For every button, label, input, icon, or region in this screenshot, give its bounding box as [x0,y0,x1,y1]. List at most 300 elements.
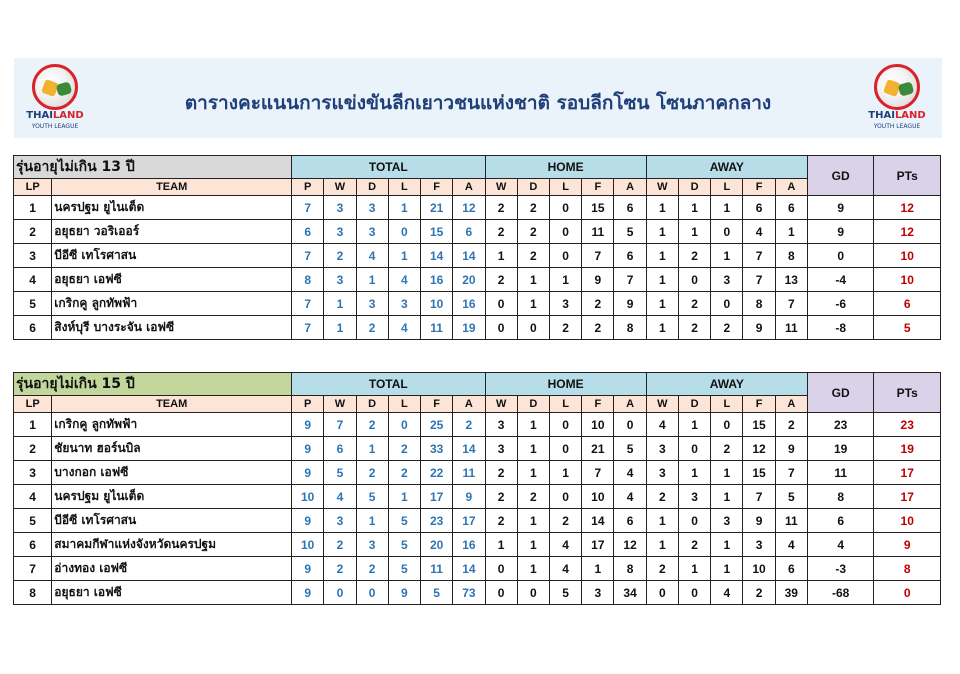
lp-header: LP [14,179,52,196]
points-cell: 23 [874,413,941,437]
position-cell: 4 [14,485,52,509]
goal-difference-cell: 19 [807,437,873,461]
stat-cell-l: 5 [388,533,420,557]
stat-cell-l: 9 [388,581,420,605]
stat-header-d: D [356,179,388,196]
stat-cell-p: 9 [292,461,324,485]
stat-cell-a: 16 [453,533,485,557]
stat-cell-hw: 2 [485,461,517,485]
stat-cell-d: 3 [356,196,388,220]
stat-cell-f: 17 [421,485,453,509]
stat-cell-aw: 3 [646,437,678,461]
stat-cell-hl: 1 [549,461,581,485]
stat-cell-d: 2 [356,557,388,581]
stat-cell-hf: 7 [582,244,614,268]
stat-cell-hd: 1 [517,413,549,437]
goal-difference-cell: 8 [807,485,873,509]
team-name-cell: บีอีซี เทโรศาสน [52,244,292,268]
stat-cell-w: 2 [324,244,356,268]
stat-header-d: D [517,179,549,196]
table-row [14,268,941,292]
stat-cell-ad: 1 [678,220,710,244]
section-title: รุ่นอายุไม่เกิน 13 ปี [14,156,292,179]
group-total-header: TOTAL [292,156,485,179]
stat-cell-d: 0 [356,581,388,605]
stat-cell-af: 7 [743,244,775,268]
stat-cell-a: 14 [453,557,485,581]
stat-cell-ad: 1 [678,196,710,220]
stat-cell-ha: 8 [614,316,646,340]
page-title: ตารางคะแนนการแข่งขันลีกเยาวชนแห่งชาติ รอบลีกโซน โซนภาคกลาง [184,92,772,114]
stat-cell-hf: 10 [582,485,614,509]
stat-header-f: F [743,179,775,196]
stat-cell-hf: 2 [582,292,614,316]
stat-cell-aa: 6 [775,196,807,220]
stat-cell-ha: 6 [614,509,646,533]
table-row [14,220,941,244]
team-header: TEAM [52,179,292,196]
stat-cell-hw: 0 [485,581,517,605]
table-row [14,437,941,461]
stat-header-l: L [549,396,581,413]
stat-cell-f: 20 [421,533,453,557]
stat-cell-af: 12 [743,437,775,461]
stat-cell-hf: 3 [582,581,614,605]
stat-cell-p: 10 [292,533,324,557]
points-cell: 0 [874,581,941,605]
goal-difference-cell: 6 [807,509,873,533]
stat-cell-hd: 1 [517,557,549,581]
stat-cell-p: 7 [292,196,324,220]
stat-cell-aa: 6 [775,557,807,581]
stat-cell-p: 9 [292,581,324,605]
stat-cell-hl: 3 [549,292,581,316]
stat-cell-ha: 8 [614,557,646,581]
stat-cell-w: 3 [324,509,356,533]
team-name-cell: นครปฐม ยูไนเต็ด [52,485,292,509]
stat-cell-ha: 4 [614,485,646,509]
stat-cell-aa: 1 [775,220,807,244]
points-cell: 10 [874,509,941,533]
stat-cell-f: 33 [421,437,453,461]
stat-cell-l: 5 [388,557,420,581]
stat-cell-w: 6 [324,437,356,461]
stat-header-d: D [678,396,710,413]
column-header-row [14,396,941,413]
stat-header-d: D [517,396,549,413]
goal-difference-cell: 4 [807,533,873,557]
points-cell: 6 [874,292,941,316]
stat-cell-hd: 1 [517,533,549,557]
points-cell: 12 [874,220,941,244]
stat-cell-hd: 2 [517,244,549,268]
stat-cell-hw: 3 [485,413,517,437]
stat-cell-l: 0 [388,220,420,244]
team-name-cell: สิงห์บุรี บางระจัน เอฟซี [52,316,292,340]
stat-cell-f: 21 [421,196,453,220]
stat-cell-w: 3 [324,220,356,244]
stat-cell-w: 7 [324,413,356,437]
stat-cell-ad: 3 [678,485,710,509]
stat-cell-ha: 0 [614,413,646,437]
stat-cell-f: 11 [421,557,453,581]
group-away-header: AWAY [646,156,807,179]
stat-cell-a: 16 [453,292,485,316]
goal-difference-cell: -68 [807,581,873,605]
pts-header: PTs [874,373,941,413]
group-away-header: AWAY [646,373,807,396]
stat-cell-ad: 1 [678,461,710,485]
stat-cell-hl: 5 [549,581,581,605]
table-row [14,533,941,557]
stat-header-a: A [453,396,485,413]
table-row [14,461,941,485]
stat-cell-ad: 2 [678,533,710,557]
logo-wordmark: THAILAND [26,110,84,121]
gd-header: GD [807,156,873,196]
position-cell: 5 [14,509,52,533]
stat-cell-hf: 17 [582,533,614,557]
stat-cell-af: 8 [743,292,775,316]
stat-cell-aa: 5 [775,485,807,509]
stat-header-l: L [388,179,420,196]
stat-cell-aa: 7 [775,461,807,485]
table-row [14,557,941,581]
stat-header-d: D [678,179,710,196]
stat-header-l: L [388,396,420,413]
stat-cell-a: 20 [453,268,485,292]
stat-header-f: F [582,179,614,196]
stat-cell-ad: 0 [678,268,710,292]
stat-cell-al: 1 [711,244,743,268]
stat-cell-hw: 2 [485,509,517,533]
stat-cell-d: 5 [356,485,388,509]
stat-cell-d: 1 [356,268,388,292]
position-cell: 3 [14,244,52,268]
stat-cell-ad: 0 [678,581,710,605]
football-icon [874,64,920,110]
stat-cell-p: 10 [292,485,324,509]
stat-cell-hw: 0 [485,557,517,581]
stat-cell-al: 3 [711,509,743,533]
position-cell: 3 [14,461,52,485]
stat-cell-p: 9 [292,437,324,461]
stat-cell-p: 9 [292,557,324,581]
group-header-row [14,156,941,179]
stat-cell-hw: 3 [485,437,517,461]
stat-cell-al: 1 [711,533,743,557]
stat-header-d: D [356,396,388,413]
stat-cell-aw: 1 [646,292,678,316]
stat-cell-hf: 2 [582,316,614,340]
stat-cell-p: 9 [292,509,324,533]
stat-header-w: W [646,396,678,413]
stat-header-a: A [775,179,807,196]
stat-cell-hd: 2 [517,196,549,220]
stat-cell-l: 3 [388,292,420,316]
points-cell: 5 [874,316,941,340]
team-name-cell: นครปฐม ยูไนเต็ด [52,196,292,220]
goal-difference-cell: 9 [807,196,873,220]
stat-header-l: L [711,179,743,196]
standings-table-u15 [13,372,941,605]
stat-cell-hw: 2 [485,196,517,220]
position-cell: 6 [14,316,52,340]
group-home-header: HOME [485,156,646,179]
stat-cell-p: 8 [292,268,324,292]
table-row [14,316,941,340]
stat-cell-hl: 4 [549,557,581,581]
stat-cell-af: 7 [743,485,775,509]
points-cell: 19 [874,437,941,461]
stat-cell-w: 5 [324,461,356,485]
stat-cell-hd: 1 [517,292,549,316]
gd-header: GD [807,373,873,413]
stat-cell-al: 1 [711,557,743,581]
stat-cell-f: 22 [421,461,453,485]
stat-cell-aw: 4 [646,413,678,437]
goal-difference-cell: 9 [807,220,873,244]
stat-header-a: A [614,396,646,413]
stat-cell-hl: 1 [549,268,581,292]
stat-cell-f: 16 [421,268,453,292]
stat-cell-l: 1 [388,485,420,509]
points-cell: 12 [874,196,941,220]
stat-cell-af: 10 [743,557,775,581]
logo-wordmark: THAILAND [868,110,926,121]
stat-cell-l: 4 [388,316,420,340]
stat-cell-hf: 15 [582,196,614,220]
stat-header-a: A [775,396,807,413]
position-cell: 2 [14,220,52,244]
section-title: รุ่นอายุไม่เกิน 15 ปี [14,373,292,396]
stat-header-w: W [646,179,678,196]
table-row [14,196,941,220]
stat-cell-w: 4 [324,485,356,509]
stat-cell-aw: 1 [646,533,678,557]
team-header: TEAM [52,396,292,413]
stat-cell-ad: 0 [678,509,710,533]
stat-cell-a: 9 [453,485,485,509]
goal-difference-cell: 23 [807,413,873,437]
stat-cell-hd: 1 [517,268,549,292]
stat-cell-w: 3 [324,268,356,292]
stat-cell-al: 4 [711,581,743,605]
stat-cell-d: 3 [356,533,388,557]
league-logo-right [862,64,932,134]
stat-cell-af: 15 [743,461,775,485]
stat-cell-hd: 0 [517,316,549,340]
stat-cell-af: 9 [743,316,775,340]
stat-cell-aa: 13 [775,268,807,292]
stat-header-w: W [324,179,356,196]
stat-cell-hw: 2 [485,220,517,244]
stat-cell-al: 0 [711,220,743,244]
stat-cell-hd: 1 [517,461,549,485]
stat-cell-af: 15 [743,413,775,437]
stat-cell-f: 11 [421,316,453,340]
stat-cell-d: 3 [356,292,388,316]
stat-cell-ad: 2 [678,316,710,340]
stat-cell-ad: 2 [678,244,710,268]
stat-cell-al: 1 [711,461,743,485]
stat-cell-hd: 1 [517,509,549,533]
stat-cell-hw: 2 [485,485,517,509]
stat-cell-d: 1 [356,437,388,461]
column-header-row [14,179,941,196]
stat-cell-hf: 10 [582,413,614,437]
goal-difference-cell: 11 [807,461,873,485]
table-row [14,244,941,268]
stat-cell-ad: 0 [678,437,710,461]
team-name-cell: อยุธยา เอฟซี [52,581,292,605]
table-row [14,485,941,509]
stat-cell-aw: 3 [646,461,678,485]
stat-cell-ha: 6 [614,196,646,220]
stat-cell-l: 5 [388,509,420,533]
stat-cell-hl: 0 [549,220,581,244]
stat-header-a: A [453,179,485,196]
goal-difference-cell: -6 [807,292,873,316]
stat-cell-w: 1 [324,292,356,316]
stat-cell-p: 6 [292,220,324,244]
stat-cell-al: 0 [711,413,743,437]
stat-cell-ha: 12 [614,533,646,557]
position-cell: 5 [14,292,52,316]
stat-cell-d: 2 [356,413,388,437]
stat-cell-aw: 1 [646,316,678,340]
stat-cell-al: 0 [711,292,743,316]
table-row [14,413,941,437]
stat-header-w: W [324,396,356,413]
stat-cell-p: 7 [292,244,324,268]
stat-cell-f: 5 [421,581,453,605]
position-cell: 1 [14,413,52,437]
stat-header-l: L [711,396,743,413]
stat-cell-d: 1 [356,509,388,533]
points-cell: 10 [874,268,941,292]
stat-cell-ad: 2 [678,292,710,316]
stat-cell-ha: 4 [614,461,646,485]
stat-cell-hl: 0 [549,196,581,220]
stat-cell-a: 17 [453,509,485,533]
standings-table-u13 [13,155,941,340]
stat-cell-hf: 1 [582,557,614,581]
team-name-cell: บางกอก เอฟซี [52,461,292,485]
stat-cell-a: 11 [453,461,485,485]
position-cell: 6 [14,533,52,557]
stat-cell-hd: 2 [517,485,549,509]
stat-cell-d: 2 [356,461,388,485]
stat-header-f: F [421,179,453,196]
stat-cell-aw: 1 [646,220,678,244]
points-cell: 10 [874,244,941,268]
stat-cell-p: 7 [292,316,324,340]
stat-cell-a: 12 [453,196,485,220]
stat-cell-hw: 1 [485,244,517,268]
team-name-cell: บีอีซี เทโรศาสน [52,509,292,533]
stat-cell-hf: 7 [582,461,614,485]
stat-cell-f: 25 [421,413,453,437]
stat-cell-aw: 1 [646,268,678,292]
stat-cell-w: 2 [324,533,356,557]
stat-cell-w: 1 [324,316,356,340]
stat-cell-aa: 7 [775,292,807,316]
stat-cell-hw: 2 [485,268,517,292]
stat-cell-l: 1 [388,196,420,220]
stat-cell-af: 3 [743,533,775,557]
stat-cell-aw: 0 [646,581,678,605]
stat-cell-al: 2 [711,437,743,461]
goal-difference-cell: -4 [807,268,873,292]
points-cell: 9 [874,533,941,557]
stat-cell-af: 4 [743,220,775,244]
stat-cell-aw: 2 [646,485,678,509]
position-cell: 2 [14,437,52,461]
stat-cell-ha: 7 [614,268,646,292]
stat-cell-f: 10 [421,292,453,316]
stat-header-w: W [485,396,517,413]
stat-cell-aw: 1 [646,244,678,268]
stat-cell-af: 6 [743,196,775,220]
stat-cell-ha: 34 [614,581,646,605]
stat-cell-aw: 1 [646,196,678,220]
stat-header-f: F [421,396,453,413]
team-name-cell: เกริกคู ลูกทัพฟ้า [52,292,292,316]
stat-cell-hl: 2 [549,316,581,340]
stat-cell-d: 4 [356,244,388,268]
stat-cell-aw: 2 [646,557,678,581]
stat-cell-d: 3 [356,220,388,244]
lp-header: LP [14,396,52,413]
stat-cell-w: 3 [324,196,356,220]
table-row [14,509,941,533]
stat-cell-l: 2 [388,437,420,461]
stat-cell-hw: 0 [485,316,517,340]
stat-cell-ad: 1 [678,413,710,437]
header-banner [14,58,942,138]
stat-cell-hl: 2 [549,509,581,533]
group-home-header: HOME [485,373,646,396]
stat-cell-aa: 2 [775,413,807,437]
stat-cell-hd: 1 [517,437,549,461]
stat-header-a: A [614,179,646,196]
team-name-cell: สมาคมกีฬาแห่งจังหวัดนครปฐม [52,533,292,557]
stat-cell-hl: 0 [549,244,581,268]
pts-header: PTs [874,156,941,196]
stat-cell-ha: 6 [614,244,646,268]
stat-cell-hd: 2 [517,220,549,244]
goal-difference-cell: -8 [807,316,873,340]
stat-cell-a: 14 [453,244,485,268]
stat-cell-aa: 9 [775,437,807,461]
stat-cell-a: 2 [453,413,485,437]
stat-cell-hl: 4 [549,533,581,557]
goal-difference-cell: 0 [807,244,873,268]
stat-cell-a: 19 [453,316,485,340]
stat-cell-f: 15 [421,220,453,244]
stat-cell-aa: 11 [775,316,807,340]
stat-cell-w: 2 [324,557,356,581]
stat-cell-a: 73 [453,581,485,605]
points-cell: 17 [874,485,941,509]
stat-cell-l: 1 [388,244,420,268]
stat-cell-f: 23 [421,509,453,533]
stat-cell-ad: 1 [678,557,710,581]
stat-header-f: F [743,396,775,413]
team-name-cell: เกริกคู ลูกทัพฟ้า [52,413,292,437]
stat-cell-l: 0 [388,413,420,437]
